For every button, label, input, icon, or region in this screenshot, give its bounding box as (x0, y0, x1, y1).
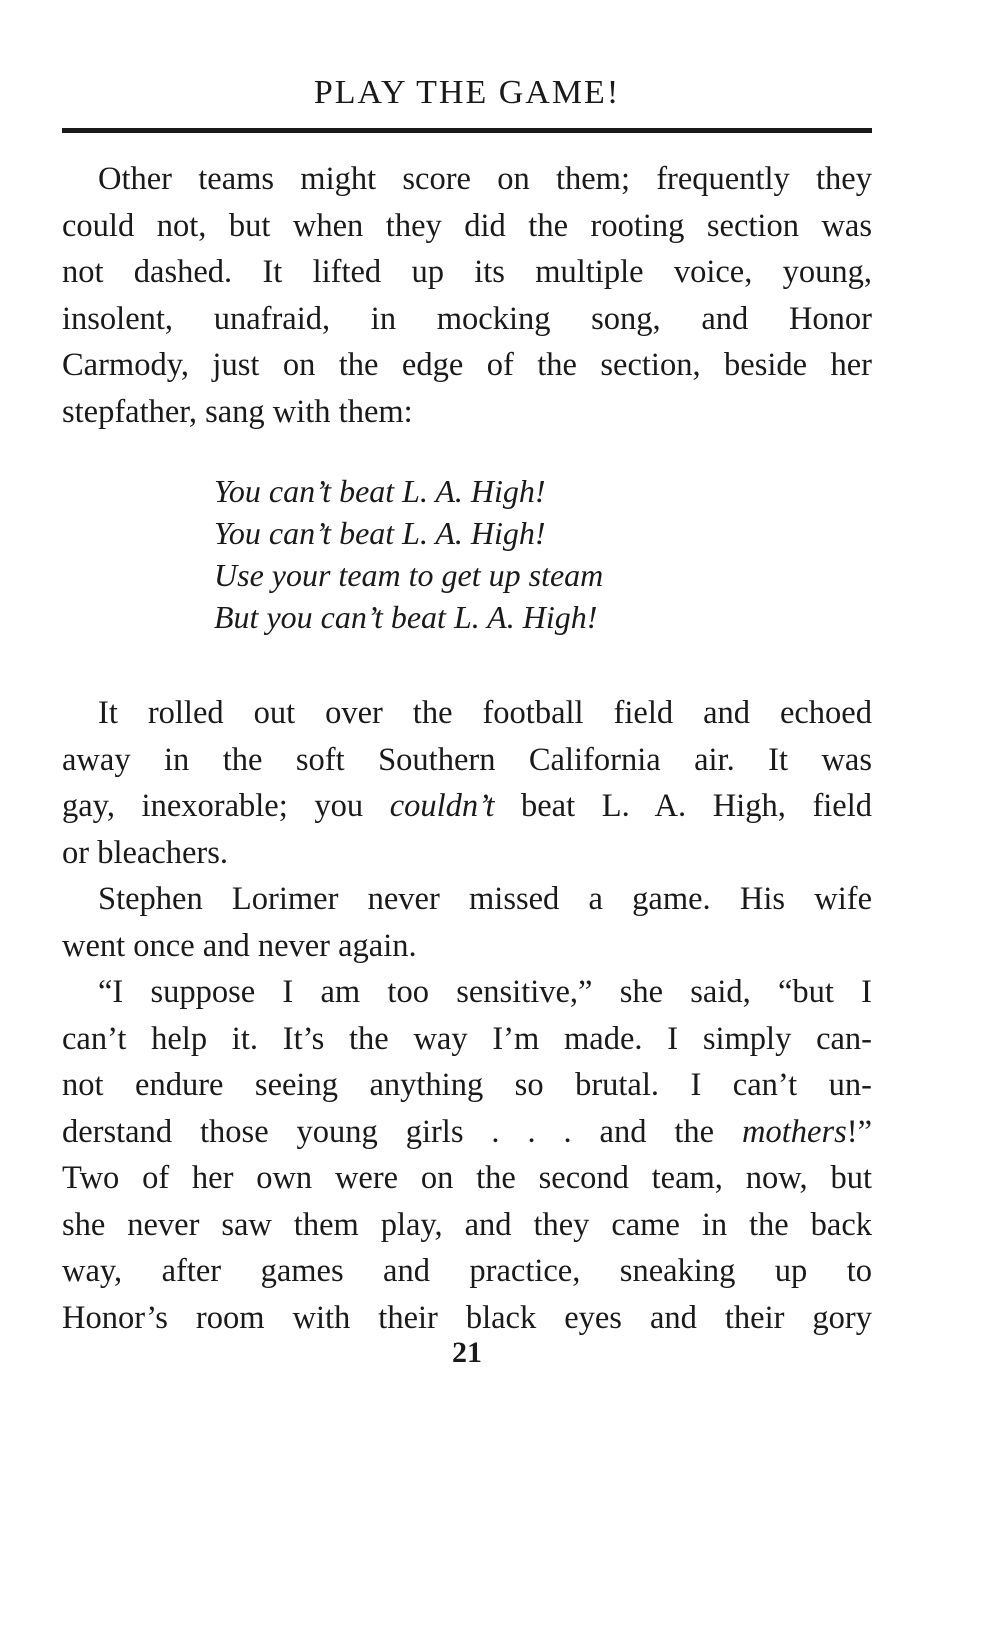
text-line (62, 783, 872, 830)
verse-line: Use your team to get up steam (214, 557, 604, 593)
text-run: !” (846, 1113, 872, 1150)
text-line: Carmody, just on the edge of the section, beside her (62, 347, 872, 383)
text-line: or bleachers. (62, 834, 229, 871)
text-line: she never saw them play, and they came in the back (62, 1206, 872, 1243)
text-run: derstand those young girls . . . and the (62, 1113, 743, 1150)
text-run: gay, inexorable; you (62, 788, 390, 824)
book-page (62, 0, 872, 1638)
text-line: away in the soft Southern California air. It was (62, 741, 872, 778)
text-line: stepfather, sang with them: (62, 393, 413, 430)
text-line: went once and never again. (62, 927, 417, 964)
paragraph-1 (62, 156, 872, 435)
paragraph-2 (62, 690, 872, 876)
text-line: could not, but when they did the rooting section was (62, 207, 872, 244)
text-line: It rolled out over the football field and echoed (98, 695, 872, 731)
body-text (62, 156, 872, 1341)
paragraph-4 (62, 969, 872, 1341)
paragraph-3 (62, 876, 872, 969)
text-line: “I suppose I am too sensitive,” she said, “but I (98, 974, 872, 1010)
verse-line: But you can’t beat L. A. High! (214, 599, 598, 635)
text-line: Other teams might score on them; frequently they (98, 161, 872, 197)
text-line: way, after games and practice, sneaking up to (62, 1253, 872, 1289)
header-rule (62, 128, 872, 133)
text-line: can’t help it. It’s the way I’m made. I simply can- (62, 1020, 872, 1057)
page-number: 21 (452, 1336, 482, 1369)
text-line: insolent, unafraid, in mocking song, and Honor (62, 300, 872, 337)
verse-line: You can’t beat L. A. High! (214, 515, 546, 551)
text-run: beat L. A. High, field (494, 788, 872, 824)
text-line: Honor’s room with their black eyes and their gory (62, 1299, 872, 1336)
running-head: PLAY THE GAME! (313, 74, 621, 111)
text-line: not dashed. It lifted up its multiple voice, young, (62, 254, 872, 290)
emphasis: mothers (742, 1113, 847, 1150)
emphasis: couldn’t (389, 788, 495, 824)
text-line: Stephen Lorimer never missed a game. His wife (98, 881, 872, 917)
text-line: not endure seeing anything so brutal. I can’t un- (62, 1067, 872, 1103)
text-line: Two of her own were on the second team, now, but (62, 1160, 872, 1196)
text-line (62, 1109, 872, 1156)
song-verse (214, 470, 872, 638)
verse-line: You can’t beat L. A. High! (214, 473, 546, 509)
